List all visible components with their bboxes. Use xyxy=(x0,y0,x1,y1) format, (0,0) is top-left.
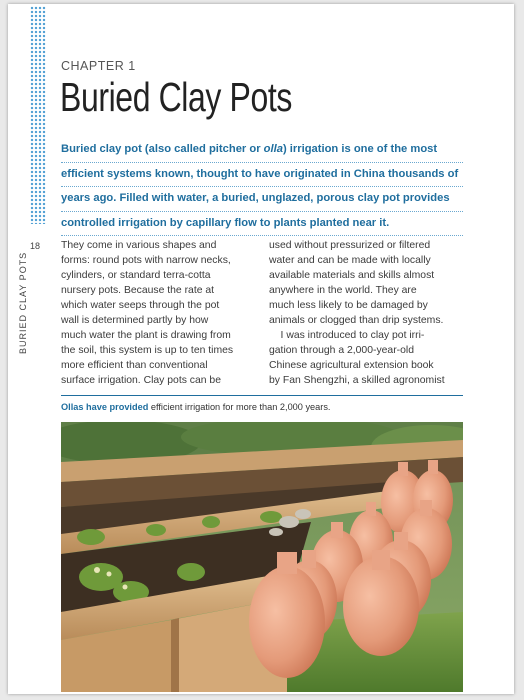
decorative-dot-strip xyxy=(30,6,46,224)
body-line: nursery pots. Because the rate at xyxy=(61,285,215,296)
photo-caption xyxy=(61,402,330,412)
body-line: surface irrigation. Clay pots can be xyxy=(61,375,221,386)
body-column-right xyxy=(269,238,459,388)
body-column-left xyxy=(61,238,251,388)
chapter-label: CHAPTER 1 xyxy=(61,59,136,73)
body-line: which water seeps through the pot xyxy=(61,300,220,311)
book-page xyxy=(8,4,514,694)
body-line: They come in various shapes and xyxy=(61,240,217,251)
body-line: I was introduced to clay pot irri- xyxy=(269,330,425,341)
intro-line: years ago. Filled with water, a buried, unglazed, porous clay pot provides xyxy=(61,187,463,212)
garden-photo xyxy=(61,422,463,692)
body-line: more efficient than conventional xyxy=(61,360,208,371)
caption-rule xyxy=(61,395,463,396)
intro-line: controlled irrigation by capillary flow to plants planted near it. xyxy=(61,212,463,237)
running-head-text: BURIED CLAY POTS xyxy=(18,251,28,354)
page-title: Buried Clay Pots xyxy=(60,74,292,120)
intro-line: Buried clay pot (also called pitcher or olla) irrigation is one of the most xyxy=(61,138,463,163)
body-line: by Fan Shengzhi, a skilled agronomist xyxy=(269,375,445,386)
body-line: wall is determined partly by how xyxy=(61,315,209,326)
body-line: Chinese agricultural extension book xyxy=(269,360,434,371)
caption-text: efficient irrigation for more than 2,000 years. xyxy=(148,402,331,412)
page-number: 18 xyxy=(30,241,41,251)
body-line: gation through a 2,000-year-old xyxy=(269,345,414,356)
body-line: water and can be made with locally xyxy=(269,255,431,266)
body-line: much water the plant is drawing from xyxy=(61,330,231,341)
body-line: much less likely to be damaged by xyxy=(269,300,428,311)
body-line: forms: round pots with narrow necks, xyxy=(61,255,231,266)
body-line: the soil, this system is up to ten times xyxy=(61,345,234,356)
body-line: anywhere in the world. They are xyxy=(269,285,417,296)
body-line: available materials and skills almost xyxy=(269,270,435,281)
caption-lead: Ollas have provided xyxy=(61,402,149,412)
olla-garden-illustration xyxy=(61,422,463,692)
body-line: used without pressurized or filtered xyxy=(269,240,431,251)
body-line: animals or clogged than drip systems. xyxy=(269,315,444,326)
body-line: cylinders, or standard terra-cotta xyxy=(61,270,211,281)
intro-line: efficient systems known, thought to have originated in China thousands of xyxy=(61,163,463,188)
intro-paragraph xyxy=(61,138,463,236)
